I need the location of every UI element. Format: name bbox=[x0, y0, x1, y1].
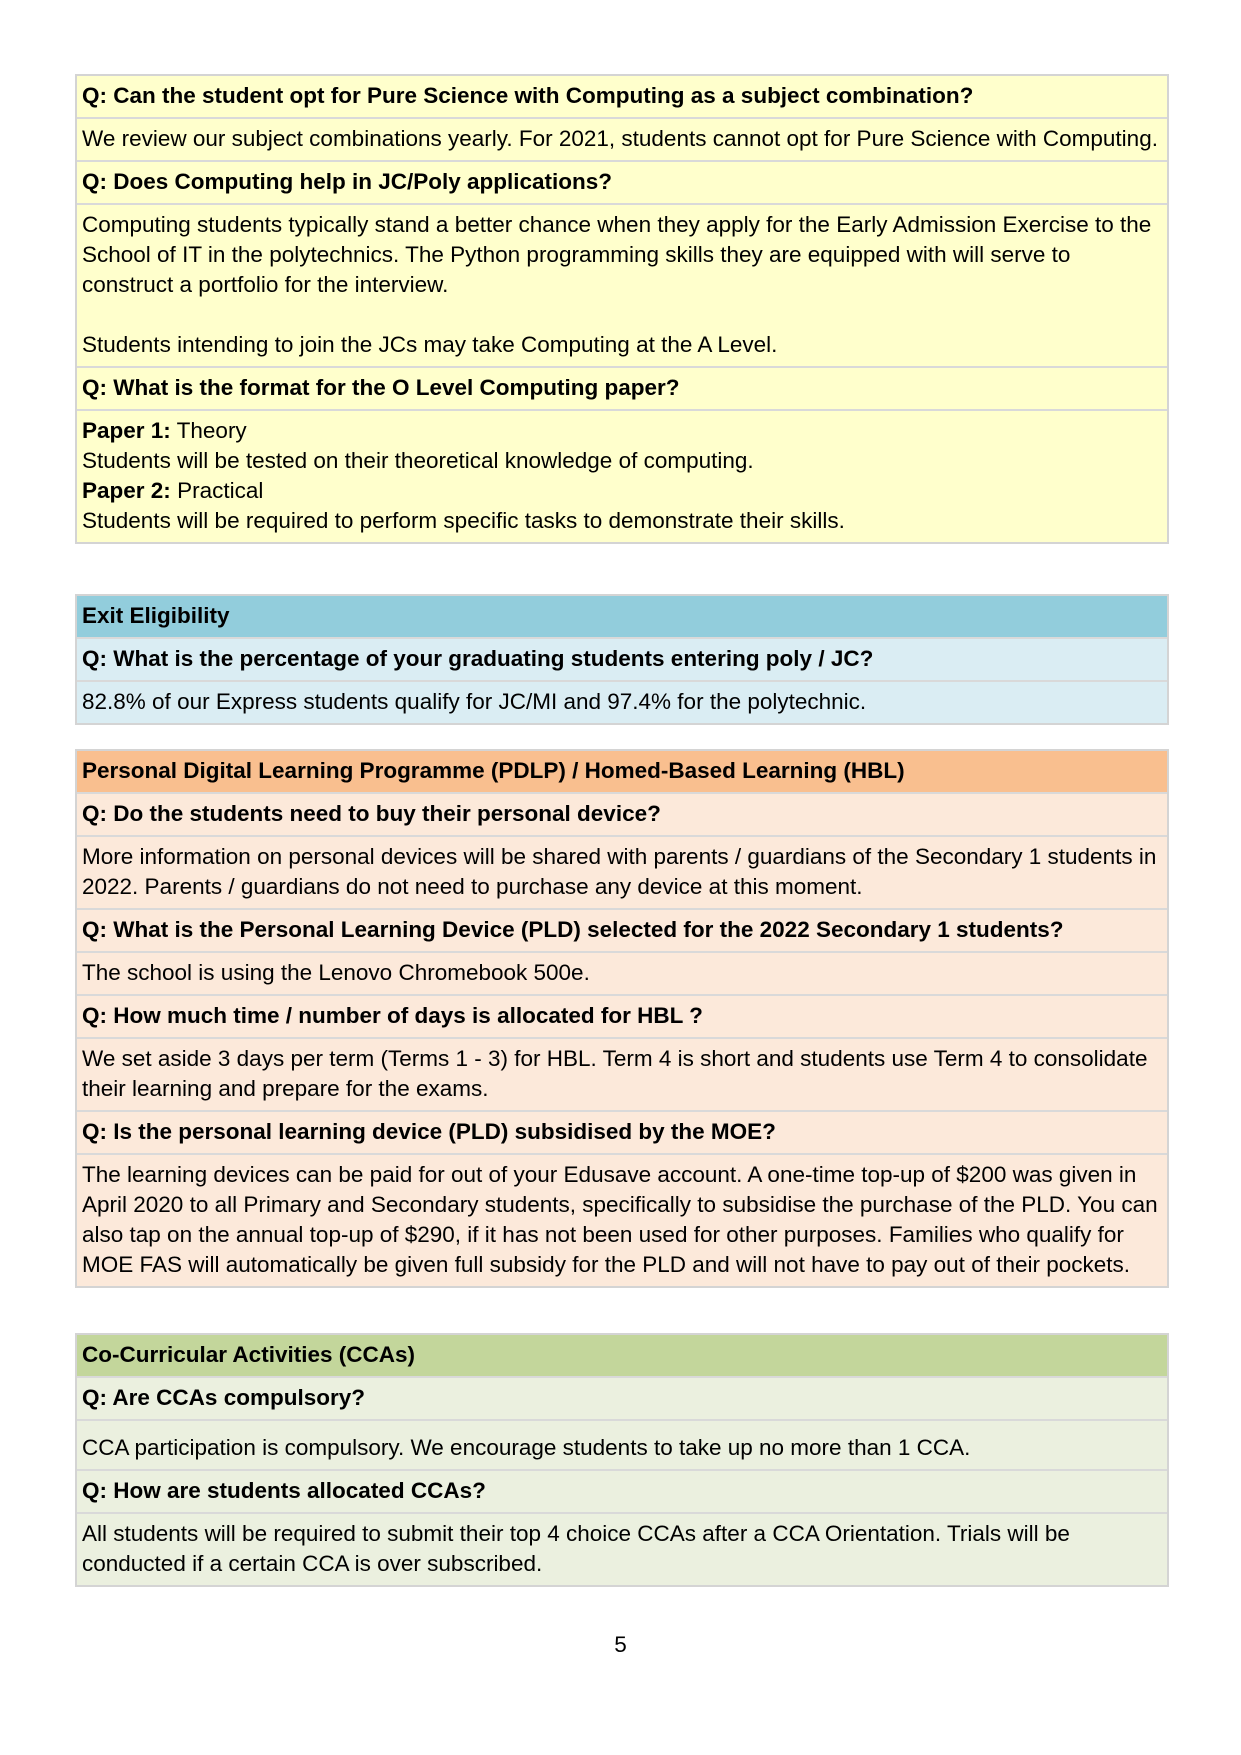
paper-2-label: Paper 2: bbox=[82, 478, 171, 503]
faq-question: Q: Do the students need to buy their personal device? bbox=[77, 792, 1167, 835]
section-header: Exit Eligibility bbox=[77, 596, 1167, 637]
faq-answer: We review our subject combinations yearly. For 2021, students cannot opt for Pure Science with Computing. bbox=[77, 117, 1167, 160]
faq-question: Q: How are students allocated CCAs? bbox=[77, 1469, 1167, 1512]
paper-2-title: Practical bbox=[177, 478, 264, 503]
faq-question: Q: Are CCAs compulsory? bbox=[77, 1376, 1167, 1419]
paper-1-label: Paper 1: bbox=[82, 418, 171, 443]
faq-question: Q: Does Computing help in JC/Poly applications? bbox=[77, 160, 1167, 203]
faq-answer: More information on personal devices will be shared with parents / guardians of the Secondary 1 students in 2022. Parents / guardians do not need to purchase any device at this moment. bbox=[77, 835, 1167, 908]
faq-question: Q: What is the percentage of your graduating students entering poly / JC? bbox=[77, 637, 1167, 680]
faq-answer: All students will be required to submit their top 4 choice CCAs after a CCA Orientation. Trials will be conducted if a certain CCA is over subscribed. bbox=[77, 1512, 1167, 1585]
exit-eligibility-section bbox=[75, 594, 1169, 725]
faq-answer bbox=[77, 409, 1167, 542]
paper-2-line bbox=[82, 476, 1162, 506]
faq-question: Q: What is the Personal Learning Device (PLD) selected for the 2022 Secondary 1 students? bbox=[77, 908, 1167, 951]
cca-section bbox=[75, 1333, 1169, 1587]
page-number: 5 bbox=[614, 1632, 627, 1657]
answer-paragraph: Computing students typically stand a better chance when they apply for the Early Admission Exercise to the School of IT in the polytechnics. The Python programming skills they are equipped with will serve to construct a portfolio for the interview. bbox=[82, 212, 1152, 297]
paper-2-desc: Students will be required to perform specific tasks to demonstrate their skills. bbox=[82, 508, 845, 533]
faq-question: Q: How much time / number of days is allocated for HBL ? bbox=[77, 994, 1167, 1037]
paper-1-desc: Students will be tested on their theoretical knowledge of computing. bbox=[82, 448, 754, 473]
faq-question: Q: Can the student opt for Pure Science with Computing as a subject combination? bbox=[77, 76, 1167, 117]
faq-answer: CCA participation is compulsory. We encourage students to take up no more than 1 CCA. bbox=[77, 1419, 1167, 1469]
faq-answer: The learning devices can be paid for out of your Edusave account. A one-time top-up of $200 was given in April 2020 to all Primary and Secondary students, specifically to subsidise the purchase of the PLD. You can also tap on the annual top-up of $290, if it has not been used for other purposes. Families who qualify for MOE FAS will automatically be given full subsidy for the PLD and will not have to pay out of their pockets. bbox=[77, 1153, 1167, 1286]
faq-question: Q: What is the format for the O Level Computing paper? bbox=[77, 366, 1167, 409]
faq-question: Q: Is the personal learning device (PLD) subsidised by the MOE? bbox=[77, 1110, 1167, 1153]
section-header: Personal Digital Learning Programme (PDLP) / Homed-Based Learning (HBL) bbox=[77, 751, 1167, 792]
faq-answer: The school is using the Lenovo Chromebook 500e. bbox=[77, 951, 1167, 994]
answer-paragraph: Students intending to join the JCs may take Computing at the A Level. bbox=[82, 332, 778, 357]
faq-answer: We set aside 3 days per term (Terms 1 - 3) for HBL. Term 4 is short and students use Term 4 to consolidate their learning and prepare for the exams. bbox=[77, 1037, 1167, 1110]
faq-answer: 82.8% of our Express students qualify for JC/MI and 97.4% for the polytechnic. bbox=[77, 680, 1167, 723]
paper-1-title: Theory bbox=[176, 418, 247, 443]
pdlp-section bbox=[75, 749, 1169, 1288]
faq-answer bbox=[77, 203, 1167, 366]
paper-1-line bbox=[82, 416, 1162, 446]
section-header: Co-Curricular Activities (CCAs) bbox=[77, 1335, 1167, 1376]
computing-faq-section bbox=[75, 74, 1169, 544]
